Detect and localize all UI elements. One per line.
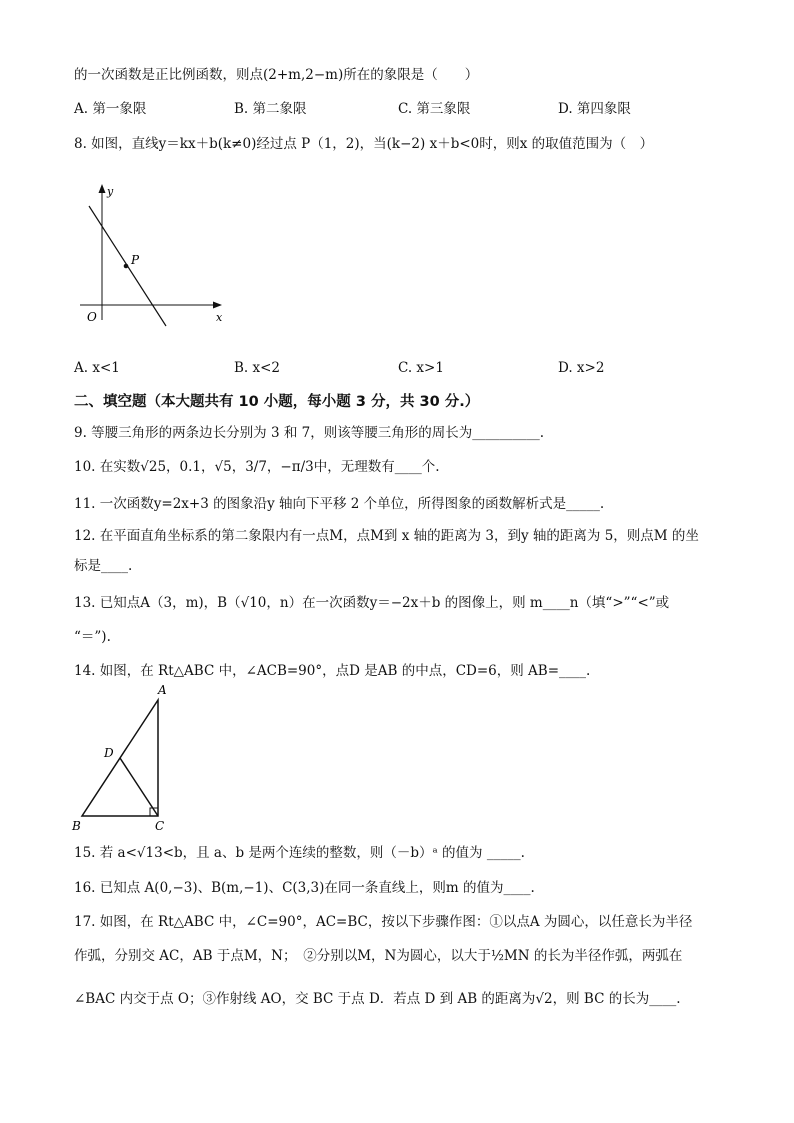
q8-option-c[interactable]: C. x>1: [398, 360, 444, 376]
q8-option-a[interactable]: A. x<1: [74, 360, 120, 376]
q17-line1: 17. 如图，在 Rt△ABC 中，∠C=90°，AC=BC，按以下步骤作图：①以点A 为圆心，以任意长为半径: [74, 914, 693, 930]
q17-line3: ∠BAC 内交于点 O；③作射线 AO，交 BC 于点 D．若点 D 到 AB 的距离为√2，则 BC 的长为____.: [74, 991, 681, 1007]
q8-option-b[interactable]: B. x<2: [234, 360, 281, 376]
q8-y-axis: [99, 184, 106, 320]
q8-label-y: y: [107, 185, 114, 198]
q8-option-d[interactable]: D. x>2: [558, 360, 605, 376]
q14-label-d: D: [104, 746, 114, 760]
q11-text: 11. 一次函数y=2x+3 的图象沿y 轴向下平移 2 个单位，所得图象的函数解析式是_____.: [74, 496, 605, 512]
q7-option-a[interactable]: A. 第一象限: [74, 101, 147, 117]
q16-text: 16. 已知点 A(0,−3)、B(m,−1)、C(3,3)在同一条直线上，则m 的值为____.: [74, 880, 535, 896]
q7-option-b[interactable]: B. 第二象限: [234, 101, 307, 117]
q9-text: 9. 等腰三角形的两条边长分别为 3 和 7，则该等腰三角形的周长为__________.: [74, 425, 545, 441]
q14-text: 14. 如图，在 Rt△ABC 中，∠ACB=90°，点D 是AB 的中点，CD=6，则 AB=____.: [74, 663, 591, 679]
q8-label-x: x: [216, 311, 223, 324]
q10-text: 10. 在实数√25，0.1，√5，3/7，−π/3中，无理数有____个.: [74, 459, 440, 475]
section-2-title: 二、填空题（本大题共有 10 小题，每小题 3 分，共 30 分.）: [74, 394, 480, 410]
q8-label-o: O: [87, 310, 97, 324]
q8-label-p: P: [131, 253, 140, 267]
q8-stem: 8. 如图，直线y＝kx＋b(k≠0)经过点 P（1，2)，当(k−2) x＋b<0时，则x 的取值范围为（ ）: [74, 136, 654, 152]
q17-line2: 作弧，分别交 AC，AB 于点M，N； ②分别以M，N为圆心，以大于½MN 的长为半径作弧，两弧在: [74, 948, 683, 964]
q14-label-b: B: [72, 819, 81, 833]
q7-option-c[interactable]: C. 第三象限: [398, 101, 471, 117]
q8-coordinate-figure: [74, 180, 234, 330]
q13-line2: “＝”).: [74, 629, 111, 645]
q12-line2: 标是____.: [74, 558, 133, 574]
q14-triangle-figure: [66, 682, 176, 834]
q8-point-p: [124, 264, 129, 269]
q14-label-c: C: [155, 819, 165, 833]
q14-label-a: A: [158, 683, 167, 697]
q13-line1: 13. 已知点A（3，m)，B（√10，n）在一次函数y＝−2x＋b 的图像上，则 m____n（填“>”“<”或: [74, 595, 670, 611]
q15-text: 15. 若 a<√13<b，且 a、b 是两个连续的整数，则（－b）ᵃ 的值为 _____.: [74, 845, 525, 861]
q12-line1: 12. 在平面直角坐标系的第二象限内有一点M，点M到 x 轴的距离为 3，到y 轴的距离为 5，则点M 的坐: [74, 528, 699, 544]
q14-segment-cd: [120, 758, 158, 816]
q7-option-d[interactable]: D. 第四象限: [558, 101, 631, 117]
q7-stem: 的一次函数是正比例函数，则点(2+m,2−m)所在的象限是（ ）: [74, 67, 479, 83]
